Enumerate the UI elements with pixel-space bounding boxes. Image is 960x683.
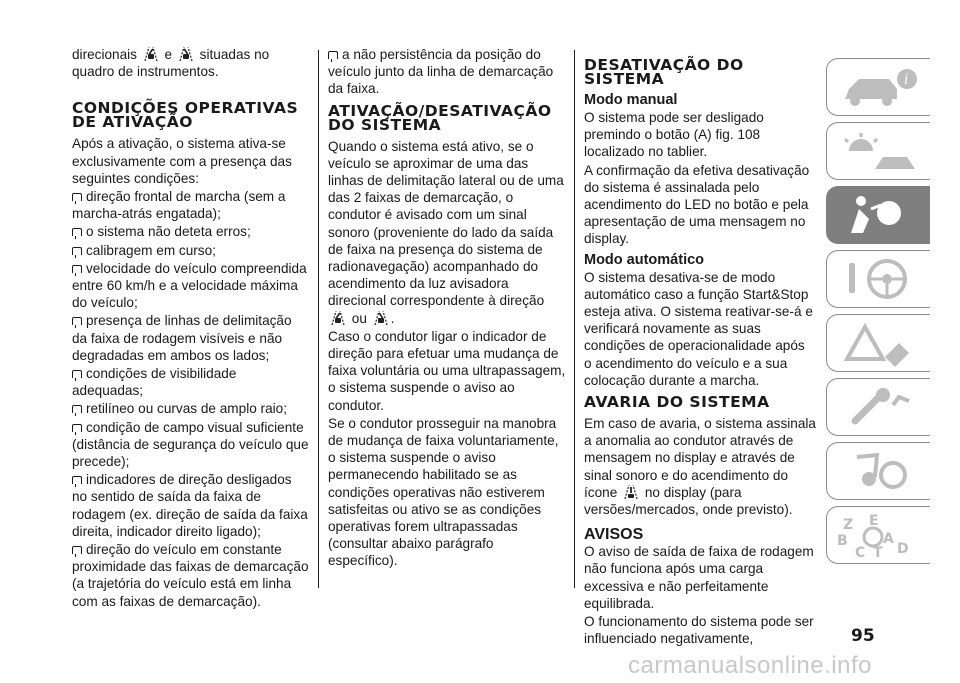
bullet-item: o sistema não deteta erros;	[72, 223, 310, 240]
bullet-icon	[72, 546, 82, 554]
bullet-item: direção frontal de marcha (sem a marcha-atrás engatada);	[72, 189, 286, 222]
svg-text:D: D	[897, 541, 909, 557]
paragraph: O sistema desativa-se de modo automático caso a função Start&Stop esteja ativa. O sistema reativar-se-á e verificará novamente as suas condições de operacionalidade após o acendimento do veículo e a sua colocação durante a marcha.	[584, 269, 813, 388]
bullet-icon	[72, 247, 82, 255]
lights-warning-tab[interactable]	[826, 122, 930, 180]
music-note-icon	[835, 449, 925, 495]
bullet-icon	[72, 228, 82, 236]
bullet-item: condição de campo visual suficiente (distância de segurança do veículo que precede);	[72, 419, 309, 470]
car-info-icon	[835, 65, 925, 111]
steering-tab[interactable]	[826, 250, 930, 308]
column-divider	[574, 50, 575, 588]
paragraph: Quando o sistema está ativo, se o veículo se aproximar de uma das linhas de delimitação lateral ou de uma das 2 faixas de demarcação, o condutor é avisado com um sinal sonoro (proveniente do lado da saída de faixa na presença do sistema de radionavegação) acompanhado do acendimento da luz avisadora direcional correspondente à direção ou .	[328, 138, 564, 326]
bullet-icon	[72, 370, 82, 378]
steering-wheel-icon	[835, 257, 925, 303]
bullet-icon	[72, 405, 82, 413]
car-info-tab[interactable]	[826, 58, 930, 116]
paragraph: Após a ativação, o sistema ativa-se exclusivamente com a presença das seguintes condições:	[72, 136, 292, 186]
lane-departure-right-icon	[178, 46, 194, 62]
column-divider	[318, 50, 319, 588]
warning-triangle-icon	[835, 321, 925, 367]
index-tab[interactable]	[826, 506, 930, 564]
paragraph: Caso o condutor ligar o indicador de direção para efetuar uma mudança de faixa voluntária ou uma ultrapassagem, o sistema suspende o aviso ao condutor.	[328, 328, 566, 413]
bullet-item: indicadores de direção desligados no sentido de saída da faixa de rodagem (ex. direção de saída da faixa direita, indicador direito ligado);	[72, 472, 308, 539]
subheading: Modo manual	[584, 92, 678, 108]
bullet-icon	[72, 424, 82, 432]
bullet-item: calibragem em curso;	[72, 242, 310, 259]
paragraph: O sistema pode ser desligado premindo o botão (A) fig. 108 localizado no tablier.	[584, 110, 764, 160]
bullet-item: presença de linhas de delimitação da faixa de rodagem visíveis e não degradadas em ambos os lados;	[72, 313, 292, 363]
bullet-item: retilíneo ou curvas de amplo raio;	[72, 400, 310, 417]
svg-text:A: A	[883, 531, 894, 547]
airbag-safety-icon	[835, 193, 925, 239]
column-3	[584, 46, 816, 648]
svg-text:i: i	[904, 72, 909, 88]
paragraph: Se o condutor prosseguir na manobra de mudança de faixa voluntariamente, o sistema suspende o aviso permanecendo habilitado se as condições operativas não estiverem satisfeitas ou ativo se as condições operativas forem ultrapassadas (consultar abaixo parágrafo específico).	[328, 415, 559, 569]
svg-text:Z: Z	[843, 517, 854, 533]
column-1	[72, 46, 310, 611]
bullet-item: velocidade do veículo compreendida entre 60 km/h e a velocidade máxima do veículo;	[72, 260, 307, 311]
wrench-icon	[835, 385, 925, 431]
lane-departure-left-icon	[143, 46, 159, 62]
bullet-icon	[72, 317, 82, 325]
bullet-item: direção do veículo em constante proximidade das faixas de demarcação (a trajetória do veículo está em linha com as faixas de demarcação).	[72, 542, 309, 609]
svg-text:C: C	[855, 545, 866, 559]
svg-text:E: E	[869, 513, 879, 529]
section-heading: CONDIÇÕES OPERATIVAS DE ATIVAÇÃO	[72, 99, 299, 132]
paragraph: Em caso de avaria, o sistema assinala a anomalia ao condutor através de mensagem no display e através de sinal sonoro e do acendimento do ícone no display (para versões/mercados, onde previsto).	[584, 416, 816, 518]
section-heading: ATIVAÇÃO/DESATIVAÇÃO DO SISTEMA	[328, 101, 552, 134]
paragraph: O aviso de saída de faixa de rodagem não funciona após uma carga excessiva e não perfeitamente equilibrada.	[584, 544, 814, 611]
safety-tab[interactable]	[826, 186, 930, 244]
bullet-icon	[328, 51, 338, 59]
multimedia-tab[interactable]	[826, 442, 930, 500]
subheading: AVISOS	[584, 526, 644, 544]
lane-departure-failure-icon	[623, 484, 639, 500]
bullet-item: condições de visibilidade adequadas;	[72, 366, 237, 399]
bullet-icon	[72, 476, 82, 484]
bullet-icon	[72, 265, 82, 273]
bullet-icon	[72, 193, 82, 201]
lane-departure-left-icon	[330, 310, 346, 326]
lights-warning-icon	[835, 129, 925, 175]
section-heading: DESATIVAÇÃO DO SISTEMA	[584, 56, 744, 88]
page-number: 95	[851, 626, 875, 646]
bullet-item: a não persistência da posição do veículo junto da linha de demarcação da faixa.	[328, 47, 554, 97]
paragraph: A confirmação da efetiva desativação do sistema é assinalada pelo acendimento do LED no botão e pela apresentação de uma mensagem no display.	[584, 162, 810, 247]
svg-text:B: B	[837, 533, 848, 549]
svg-text:T: T	[873, 545, 883, 559]
tools-tab[interactable]	[826, 378, 930, 436]
watermark[interactable]: carmanualsonline.info	[628, 652, 872, 679]
subheading: Modo automático	[584, 251, 705, 268]
intro-text: direcionais e situadas no quadro de instrumentos.	[72, 47, 270, 80]
emergency-tab[interactable]	[826, 314, 930, 372]
paragraph: O funcionamento do sistema pode ser influenciado negativamente,	[584, 614, 814, 647]
index-letters-icon	[835, 513, 925, 559]
lane-departure-right-icon	[373, 310, 389, 326]
column-2	[328, 46, 566, 571]
section-heading: AVARIA DO SISTEMA	[584, 393, 770, 412]
